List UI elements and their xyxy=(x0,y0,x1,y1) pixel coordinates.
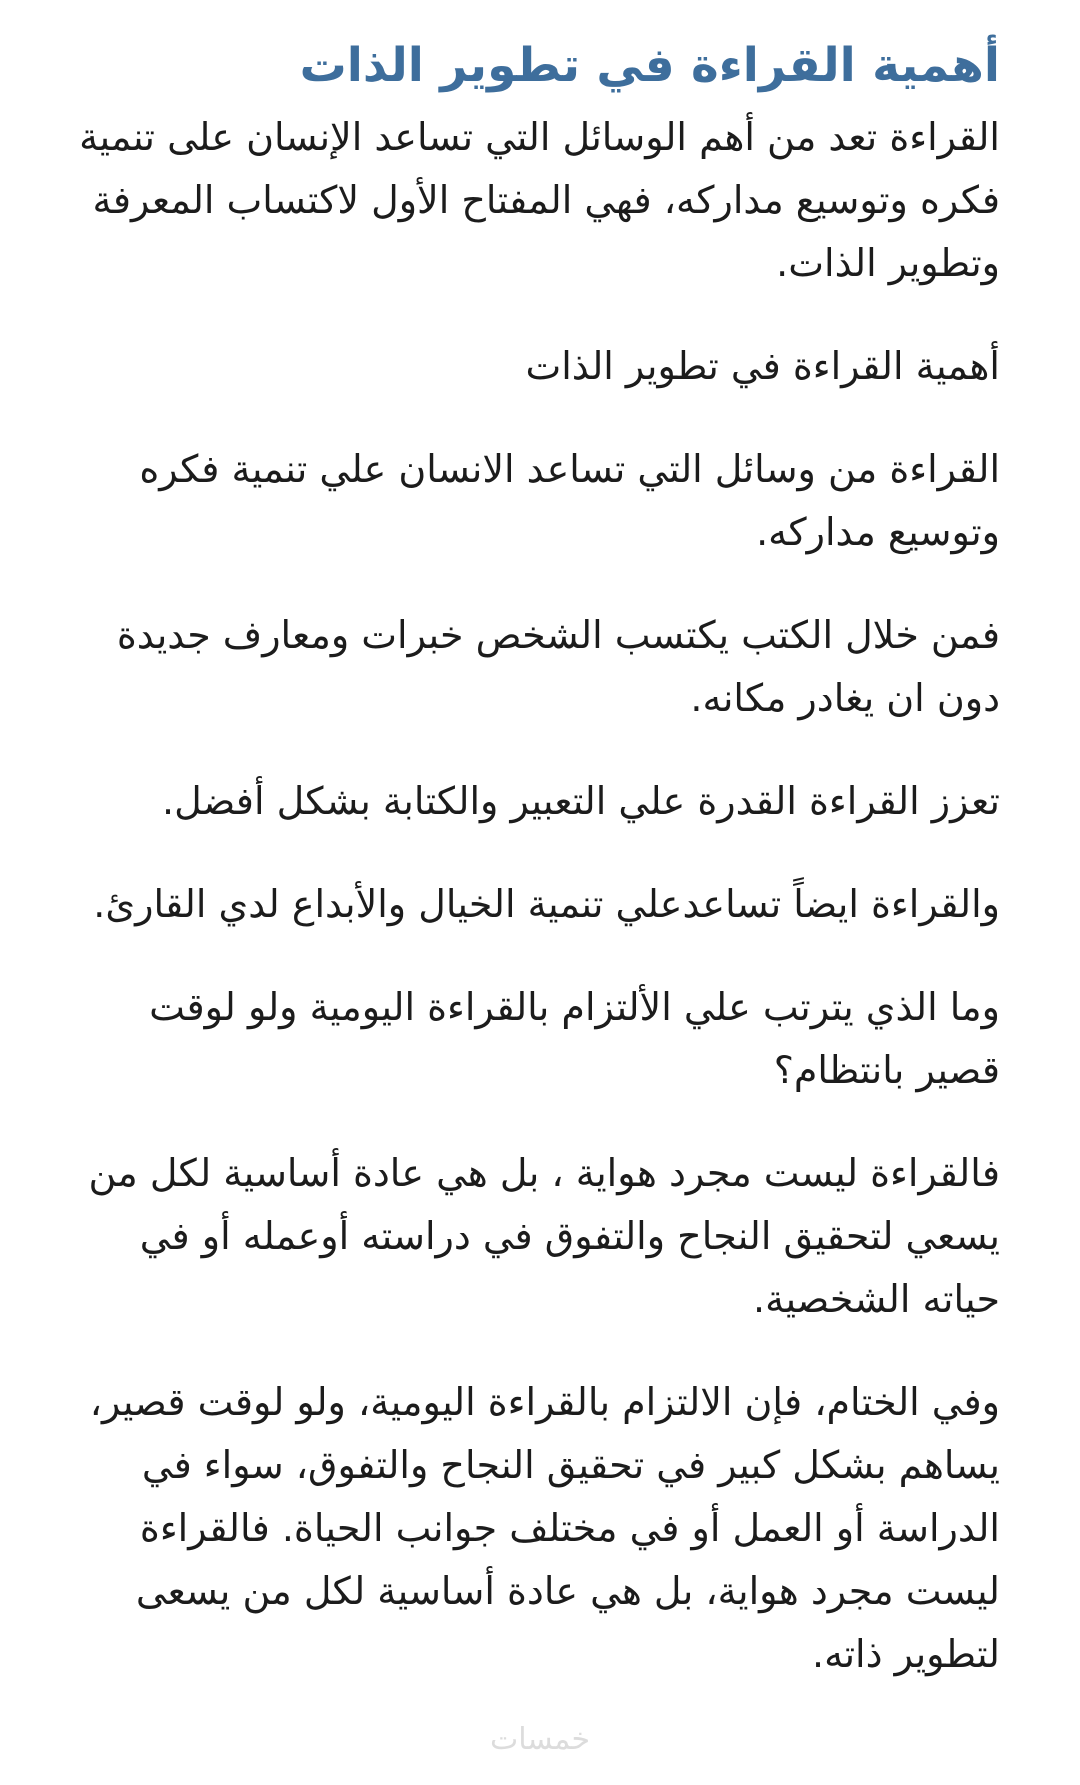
khamsat-watermark: خمسات xyxy=(489,1722,591,1757)
paragraph-reading-means: القراءة من وسائل التي تساعد الانسان علي تنمية فكره وتوسيع مداركه. xyxy=(139,447,1000,554)
paragraph-question: وما الذي يترتب علي الألتزام بالقراءة اليومية ولو لوقت قصير بانتظام؟ xyxy=(149,985,1000,1092)
paragraph-imagination: والقراءة ايضاً تساعدعلي تنمية الخيال والأبداع لدي القارئ. xyxy=(93,882,1000,926)
paragraph-conclusion: وفي الختام، فإن الالتزام بالقراءة اليومية، ولو لوقت قصير، يساهم بشكل كبير في تحقيق النجاح والتفوق، سواء في الدراسة أو العمل أو في مختلف جوانب الحياة. فالقراءة ليست مجرد هواية، بل هي عادة أساسية لكل من يسعى لتطوير ذاته. xyxy=(89,1380,1000,1676)
article-title: أهمية القراءة في تطوير الذات xyxy=(299,38,1000,93)
paragraph-expression: تعزز القراءة القدرة علي التعبير والكتابة بشكل أفضل. xyxy=(161,779,1000,823)
paragraph-books-experience: فمن خلال الكتب يكتسب الشخص خبرات ومعارف جديدة دون ان يغادر مكانه. xyxy=(116,613,1000,720)
paragraph-subheading: أهمية القراءة في تطوير الذات xyxy=(525,344,1000,388)
paragraph-habit: فالقراءة ليست مجرد هواية ، بل هي عادة أساسية لكل من يسعي لتحقيق النجاح والتفوق في دراسته أوعمله أو في حياته الشخصية. xyxy=(88,1151,1000,1321)
paragraph-intro: القراءة تعد من أهم الوسائل التي تساعد الإنسان على تنمية فكره وتوسيع مداركه، فهي المفتاح الأول لاكتساب المعرفة وتطوير الذات. xyxy=(79,115,1000,285)
article xyxy=(70,30,1000,1726)
